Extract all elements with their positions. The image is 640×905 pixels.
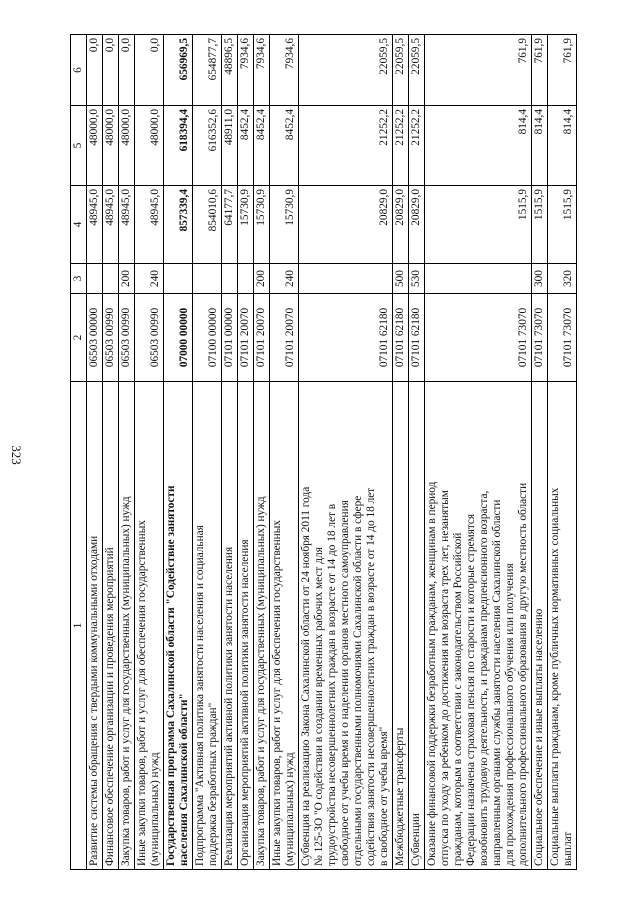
row-value-col6: 7934,6 — [254, 35, 270, 106]
row-value-col5: 21252,2 — [409, 106, 425, 186]
row-code-cell: 07101 20070 — [238, 294, 254, 382]
row-value-col5: 48000,0 — [135, 106, 164, 186]
row-code-cell: 06503 00990 — [135, 294, 164, 382]
row-name-cell: Подпрограмма "Активная политика занятости населения и социальная поддержка безработных граждан" — [193, 382, 222, 870]
row-value-col6: 22059,5 — [409, 35, 425, 106]
row-type-cell: 240 — [135, 264, 164, 294]
row-name-cell: Финансовое обеспечение организации и проведения мероприятий — [103, 382, 119, 870]
row-value-col5: 618394,4 — [164, 106, 193, 186]
row-name-cell: Закупка товаров, работ и услуг для государственных (муниципальных) нужд — [254, 382, 270, 870]
row-value-col4: 20829,0 — [393, 186, 409, 264]
row-code-cell: 07000 00000 — [164, 294, 193, 382]
row-name-cell: Социальное обеспечение и иные выплаты населению — [532, 382, 548, 870]
table-row — [238, 35, 254, 870]
row-type-cell — [425, 264, 532, 294]
table-row — [87, 35, 103, 870]
row-type-cell: 240 — [270, 264, 299, 294]
header-col-3: 3 — [71, 264, 87, 294]
row-value-col6: 656969,5 — [164, 35, 193, 106]
row-value-col6: 0,0 — [87, 35, 103, 106]
row-value-col6: 22059,5 — [299, 35, 393, 106]
row-name-cell: Оказание финансовой поддержки безработным гражданам, женщинам в период отпуска по уходу за ребенком до достижения им возраста трех лет, незанятым гражданам, которым в соответствии с законодательством Российской Федерации назначена страховая пенсия по старости и которые стремятся возобновить трудовую деятельность, и гражданам предпенсионного возраста, направленным органами службы занятости населения Сахалинской области для прохождения профессионального обучения или получения дополнительного профессионального образования в другую местность области — [425, 382, 532, 870]
table-row — [103, 35, 119, 870]
row-value-col5: 8452,4 — [254, 106, 270, 186]
row-value-col6: 0,0 — [119, 35, 135, 106]
row-type-cell: 300 — [532, 264, 548, 294]
row-value-col4: 857339,4 — [164, 186, 193, 264]
row-code-cell: 07101 00000 — [222, 294, 238, 382]
row-value-col4: 1515,9 — [425, 186, 532, 264]
row-value-col4: 64177,7 — [222, 186, 238, 264]
row-value-col4: 854010,6 — [193, 186, 222, 264]
row-code-cell: 07101 20070 — [270, 294, 299, 382]
row-value-col5: 48000,0 — [87, 106, 103, 186]
table-row — [193, 35, 222, 870]
row-value-col6: 7934,6 — [238, 35, 254, 106]
table-row — [270, 35, 299, 870]
row-value-col4: 20829,0 — [409, 186, 425, 264]
row-value-col6: 761,9 — [532, 35, 548, 106]
header-col-4: 4 — [71, 186, 87, 264]
page-number: 323 — [8, 445, 24, 465]
row-value-col4: 48945,0 — [103, 186, 119, 264]
row-type-cell: 530 — [409, 264, 425, 294]
table-row — [548, 35, 577, 870]
row-value-col6: 761,9 — [425, 35, 532, 106]
table-row — [222, 35, 238, 870]
row-value-col4: 20829,0 — [299, 186, 393, 264]
table-header-row — [71, 35, 87, 870]
row-name-cell: Реализация мероприятий активной политики занятости населения — [222, 382, 238, 870]
row-value-col5: 21252,2 — [393, 106, 409, 186]
row-name-cell: Межбюджетные трансферты — [393, 382, 409, 870]
row-name-cell: Государственная программа Сахалинской области "Содействие занятости населения Сахалинской области" — [164, 382, 193, 870]
row-code-cell: 07101 73070 — [425, 294, 532, 382]
row-value-col5: 616352,6 — [193, 106, 222, 186]
table-row — [425, 35, 532, 870]
table-row — [164, 35, 193, 870]
header-col-2: 2 — [71, 294, 87, 382]
row-name-cell: Социальные выплаты гражданам, кроме публичных нормативных социальных выплат — [548, 382, 577, 870]
row-name-cell: Закупка товаров, работ и услуг для государственных (муниципальных) нужд — [119, 382, 135, 870]
header-col-5: 5 — [71, 106, 87, 186]
row-value-col6: 48896,5 — [222, 35, 238, 106]
row-type-cell: 200 — [119, 264, 135, 294]
row-value-col5: 814,4 — [532, 106, 548, 186]
row-type-cell — [164, 264, 193, 294]
table-row — [254, 35, 270, 870]
row-value-col5: 48911,0 — [222, 106, 238, 186]
row-name-cell: Субвенции — [409, 382, 425, 870]
row-type-cell: 320 — [548, 264, 577, 294]
row-value-col5: 8452,4 — [270, 106, 299, 186]
row-value-col6: 22059,5 — [393, 35, 409, 106]
row-value-col4: 1515,9 — [548, 186, 577, 264]
row-value-col4: 48945,0 — [119, 186, 135, 264]
row-value-col4: 15730,9 — [270, 186, 299, 264]
row-name-cell: Иные закупки товаров, работ и услуг для обеспечения государственных (муниципальных) нужд — [270, 382, 299, 870]
header-col-1: 1 — [71, 382, 87, 870]
table-row — [409, 35, 425, 870]
row-value-col5: 8452,4 — [238, 106, 254, 186]
row-type-cell — [238, 264, 254, 294]
row-name-cell: Организация мероприятий активной политики занятости населения — [238, 382, 254, 870]
budget-table-sheet — [70, 35, 640, 870]
row-value-col6: 0,0 — [103, 35, 119, 106]
row-value-col5: 48000,0 — [103, 106, 119, 186]
row-code-cell: 07101 62180 — [299, 294, 393, 382]
row-value-col5: 814,4 — [548, 106, 577, 186]
row-code-cell: 07101 62180 — [409, 294, 425, 382]
row-code-cell: 06503 00000 — [87, 294, 103, 382]
row-code-cell: 07101 73070 — [532, 294, 548, 382]
row-name-cell: Развитие системы обращения с твердыми коммунальными отходами — [87, 382, 103, 870]
table-row — [135, 35, 164, 870]
row-code-cell: 07101 73070 — [548, 294, 577, 382]
header-col-6: 6 — [71, 35, 87, 106]
row-code-cell: 06503 00990 — [119, 294, 135, 382]
row-type-cell — [87, 264, 103, 294]
row-type-cell — [222, 264, 238, 294]
row-value-col4: 48945,0 — [87, 186, 103, 264]
row-code-cell: 07101 20070 — [254, 294, 270, 382]
row-type-cell — [193, 264, 222, 294]
budget-table — [70, 34, 577, 870]
row-value-col6: 654877,7 — [193, 35, 222, 106]
row-type-cell: 200 — [254, 264, 270, 294]
row-value-col5: 814,4 — [425, 106, 532, 186]
table-row — [532, 35, 548, 870]
row-code-cell: 07101 62180 — [393, 294, 409, 382]
table-row — [299, 35, 393, 870]
row-value-col6: 761,9 — [548, 35, 577, 106]
row-value-col4: 1515,9 — [532, 186, 548, 264]
row-value-col4: 15730,9 — [254, 186, 270, 264]
table-row — [393, 35, 409, 870]
row-value-col4: 48945,0 — [135, 186, 164, 264]
table-row — [119, 35, 135, 870]
row-value-col5: 21252,2 — [299, 106, 393, 186]
row-type-cell — [299, 264, 393, 294]
row-type-cell: 500 — [393, 264, 409, 294]
row-value-col6: 7934,6 — [270, 35, 299, 106]
row-value-col5: 48000,0 — [119, 106, 135, 186]
row-type-cell — [103, 264, 119, 294]
row-name-cell: Субвенция на реализацию Закона Сахалинской области от 24 ноября 2011 года № 125-ЗО "О содействии в создании временных рабочих мест для трудоустройства несовершеннолетних граждан в возрасте от 14 до 18 лет в свободное от учебы время и о наделении органов местного самоуправления отдельными государственными полномочиями Сахалинской области в сфере содействия занятости несовершеннолетних граждан в возрасте от 14 до 18 лет в свободное от учебы время" — [299, 382, 393, 870]
row-code-cell: 06503 00990 — [103, 294, 119, 382]
row-value-col6: 0,0 — [135, 35, 164, 106]
row-code-cell: 07100 00000 — [193, 294, 222, 382]
row-name-cell: Иные закупки товаров, работ и услуг для обеспечения государственных (муниципальных) нужд — [135, 382, 164, 870]
row-value-col4: 15730,9 — [238, 186, 254, 264]
